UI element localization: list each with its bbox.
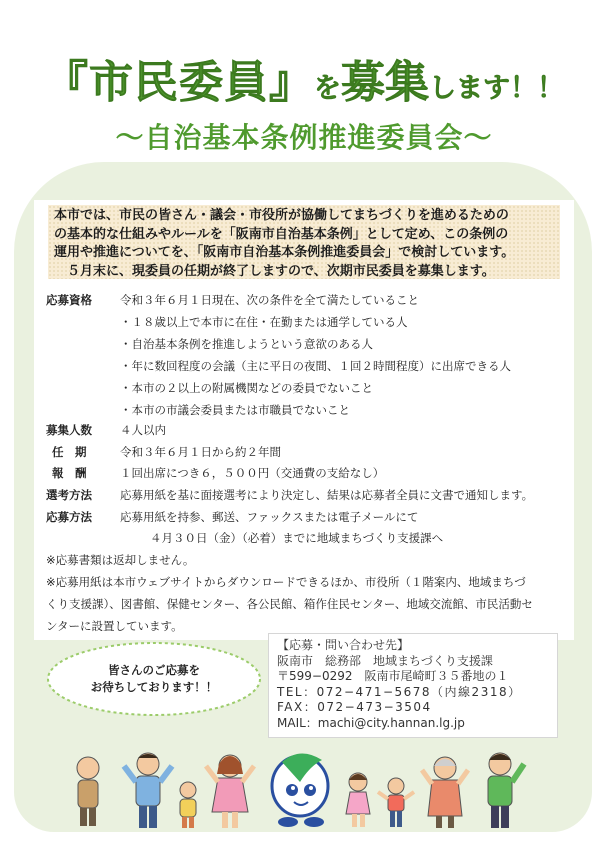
contact-tel: TEL：072−471−5678（内線2318） bbox=[277, 684, 522, 699]
condition-item: ・本市の市議会委員または市職員でないこと bbox=[120, 403, 350, 417]
girl-figure bbox=[346, 773, 370, 827]
contact-fax: FAX：072−473−3504 bbox=[277, 700, 432, 714]
condition-item: ・１８歳以上で本市に在住・在勤または通学している人 bbox=[120, 315, 408, 329]
selection-value: 応募用紙を基に面接選考により決定し、結果は応募者全員に文書で通知します。 bbox=[120, 488, 534, 502]
note-distribution: ンターに設置しています。 bbox=[46, 619, 183, 633]
contact-heading: 【応募・問い合わせ先】 bbox=[277, 638, 410, 652]
condition-item: ・自治基本条例を推進しようという意欲のある人 bbox=[120, 337, 373, 351]
grandpa-figure bbox=[77, 757, 99, 826]
title-bracket-close: 』 bbox=[269, 57, 314, 108]
man-figure bbox=[124, 753, 172, 828]
term-value: 令和３年６月１日から約２年間 bbox=[120, 445, 281, 459]
grandma-figure bbox=[422, 757, 468, 828]
page-subtitle: 〜自治基本条例推進委員会〜 bbox=[115, 121, 493, 154]
contact-address: 〒599−0292 阪南市尾崎町３５番地の１ bbox=[277, 669, 509, 683]
title-bracket-open: 『 bbox=[44, 57, 89, 108]
count-label: 募集人数 bbox=[46, 423, 92, 437]
woman-figure bbox=[206, 755, 254, 828]
intro-box bbox=[48, 205, 560, 279]
eligibility-intro: 令和３年６月１日現在、次の条件を全て満たしていること bbox=[120, 293, 419, 307]
condition-item: ・年に数回程度の会議（主に平日の夜間、１回２時間程度）に出席できる人 bbox=[120, 359, 511, 373]
child-figure bbox=[180, 782, 196, 828]
page-title bbox=[0, 46, 608, 110]
selection-label: 選考方法 bbox=[46, 488, 92, 502]
intro-line: ５月末に、現委員の任期が終了しますので、次期市民委員を募集します。 bbox=[67, 263, 495, 279]
contact-box bbox=[268, 633, 558, 738]
apply-deadline: ４月３０日（金）（必着）までに地域まちづくり支援課へ bbox=[150, 531, 444, 545]
note-return: ※応募書類は返却しません。 bbox=[46, 553, 195, 567]
intro-line: の基本的な仕組みやルールを「阪南市自治基本条例」として定め、この条例の bbox=[54, 226, 509, 242]
title-wo: を bbox=[314, 73, 341, 104]
title-main: 市民委員 bbox=[89, 57, 269, 108]
contact-email[interactable]: MAIL：machi@city.hannan.lg.jp bbox=[277, 715, 465, 730]
count-value: ４人以内 bbox=[120, 423, 166, 437]
condition-item: ・本市の２以上の附属機関などの委員でないこと bbox=[120, 381, 373, 395]
apply-label: 応募方法 bbox=[46, 510, 92, 524]
boy-figure bbox=[378, 778, 414, 827]
fee-label: 報 酬 bbox=[52, 466, 87, 480]
term-label: 任 期 bbox=[52, 445, 87, 459]
apply-value: 応募用紙を持参、郵送、ファックスまたは電子メールにて bbox=[120, 510, 419, 524]
people-illustration bbox=[60, 752, 540, 832]
contact-dept: 阪南市 総務部 地域まちづくり支援課 bbox=[277, 653, 493, 668]
intro-line: 本市では、市民の皆さん・議会・市役所が協働してまちづくりを進めるための bbox=[54, 208, 509, 223]
young-man-figure bbox=[488, 753, 524, 828]
bubble-line: お待ちしております！！ bbox=[90, 680, 218, 694]
note-distribution: くり支援課）、図書館、保健センター、各公民館、箱作住民センター、地域交流館、市民活動セ bbox=[46, 597, 533, 611]
title-boshu: 募集 bbox=[341, 57, 429, 108]
bubble-line: 皆さんのご応募を bbox=[108, 663, 200, 677]
bubble-text bbox=[45, 662, 263, 696]
intro-line: 運用や推進についてを、「阪南市自治基本条例推進委員会」で検討しています。 bbox=[54, 245, 515, 260]
mascot-figure bbox=[272, 753, 328, 827]
eligibility-label: 応募資格 bbox=[46, 293, 92, 307]
title-tail: します！！ bbox=[429, 73, 564, 104]
note-distribution: ※応募用紙は本市ウェブサイトからダウンロードできるほか、市役所（１階案内、地域まちづ bbox=[46, 575, 526, 589]
fee-value: １回出席につき６，５００円（交通費の支給なし） bbox=[120, 466, 385, 480]
